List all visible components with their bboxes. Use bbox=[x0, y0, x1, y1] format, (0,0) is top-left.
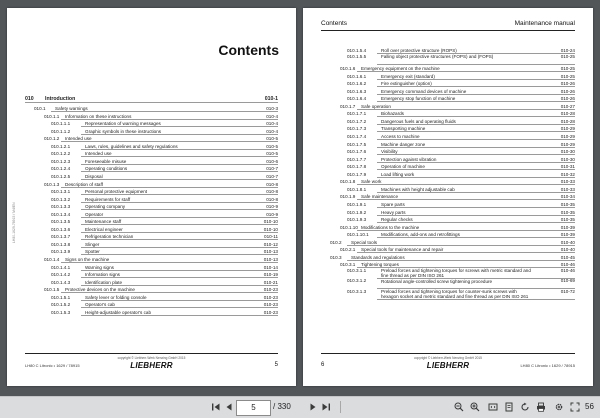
toc-entry-title: Special tools for maintenance and repair bbox=[361, 247, 444, 253]
toc-entry-number: 010.3.1.1 bbox=[347, 267, 367, 273]
toc-entry-title: Spotter bbox=[85, 249, 100, 255]
toc-entry[interactable] bbox=[7, 241, 296, 248]
toc-entry-number: 010.1.10 bbox=[340, 224, 358, 230]
toc-entry-title: Safety lever or folding console bbox=[85, 294, 147, 300]
header-manual-name: Maintenance manual bbox=[514, 20, 575, 27]
toc-entry[interactable] bbox=[7, 165, 296, 172]
toc-entry[interactable] bbox=[303, 269, 593, 279]
toc-entry-title: Safe maintenance bbox=[361, 194, 399, 200]
toc-entry-title: Modifications to the machine bbox=[361, 224, 420, 230]
toc-entry-number: 010.1.2.5 bbox=[51, 173, 71, 179]
toc-entry-number: 010.3.1.2 bbox=[347, 278, 367, 284]
next-page-icon[interactable] bbox=[306, 400, 320, 414]
toc-entry-title: Preload forces and tightening torques for counter-sunk screws with hexagon socket and metric standard and fine thread as per DIN ISO 261 bbox=[381, 289, 529, 299]
toc-entry-title: Height-adjustable operator's cab bbox=[85, 309, 151, 315]
toc-entry-title: Safety warnings bbox=[55, 106, 88, 111]
toc-entry-title: Operating conditions bbox=[85, 166, 128, 172]
toc-entry-page: 010-7 bbox=[266, 173, 278, 179]
toc-entry-page: 010-30 bbox=[560, 149, 575, 155]
toc-entry[interactable] bbox=[303, 103, 593, 110]
toc-entry-title: Maintenance staff bbox=[85, 219, 122, 225]
toc-entry[interactable] bbox=[7, 181, 296, 188]
toc-entry-number: 010.1.6 bbox=[340, 66, 356, 72]
toc-entry-title: Information on these instructions bbox=[65, 113, 132, 119]
toc-entry-number: 010.1.10.1 bbox=[347, 232, 369, 238]
toc-entry-page: 010-10 bbox=[263, 219, 278, 225]
toc-entry-number: 010.1.4.1 bbox=[51, 264, 71, 270]
toc-entry-title: Operating company bbox=[85, 204, 126, 210]
toc-entry-page: 010-46 bbox=[560, 267, 575, 273]
toc-entry[interactable] bbox=[7, 188, 296, 195]
toc-entry[interactable] bbox=[303, 141, 593, 148]
toc-entry[interactable] bbox=[303, 290, 593, 300]
toc-entry-number: 010.1.2.3 bbox=[51, 158, 71, 164]
toc-entry-number: 010.3.1 bbox=[340, 262, 356, 268]
toc-entry-page: 010-33 bbox=[560, 186, 575, 192]
toc-entry-number: 010.3 bbox=[330, 254, 342, 260]
toc-entry-title: Warning signs bbox=[85, 264, 114, 270]
toc-entry-number: 010.3.1.3 bbox=[347, 288, 367, 294]
toc-entry[interactable] bbox=[303, 73, 593, 80]
toc-entry-page: 010-11 bbox=[264, 234, 278, 240]
toc-entry-page: 010-5 bbox=[266, 136, 278, 142]
toc-entry[interactable] bbox=[7, 96, 296, 103]
toc-entry-title: Laws, rules, guidelines and safety regulations bbox=[85, 143, 178, 149]
toc-entry-number: 010.1.7.5 bbox=[347, 141, 367, 147]
toc-entry-page: 010-13 bbox=[263, 257, 278, 262]
toc-entry-page: 010-39 bbox=[560, 224, 575, 230]
toc-entry-title: Special tools bbox=[351, 239, 378, 245]
toc-entry[interactable] bbox=[303, 65, 593, 72]
toc-entry-number: 010.1.6.3 bbox=[347, 88, 367, 94]
toc-entry-page: 010-28 bbox=[560, 111, 575, 117]
document-page-right bbox=[303, 8, 593, 386]
toc-entry-page: 010-46 bbox=[560, 262, 575, 268]
toc-entry-title: Emergency command devices of machine bbox=[381, 88, 467, 94]
toc-entry-number: 010.1.3.3 bbox=[51, 204, 71, 210]
toc-entry[interactable] bbox=[7, 173, 296, 180]
toc-entry[interactable] bbox=[303, 118, 593, 125]
toc-entry-page: 010-14 bbox=[263, 264, 278, 270]
toc-entry-page: 010-31 bbox=[560, 164, 575, 170]
toc-entry[interactable] bbox=[303, 47, 593, 54]
toc-entry-number: 010.1.9 bbox=[340, 194, 356, 200]
toc-entry[interactable] bbox=[7, 113, 296, 120]
toc-entry-title: Biohazards bbox=[381, 111, 404, 117]
document-id: LH80 C Litronic • 1629 / 78915 bbox=[25, 363, 80, 368]
toc-entry-page: 010-26 bbox=[560, 81, 575, 87]
toc-entry-number: 010.1.7.6 bbox=[347, 149, 367, 155]
copyright-text: copyright © Liebherr-Werk Nenzing GmbH 2015 bbox=[117, 356, 186, 360]
toc-entry-page: 010-23 bbox=[263, 287, 278, 293]
toc-entry-number: 010.1.2.2 bbox=[51, 151, 71, 157]
prev-page-icon[interactable] bbox=[222, 400, 236, 414]
toc-entry-title: Roll over protective structure (ROPS) bbox=[381, 48, 457, 53]
fit-width-icon[interactable] bbox=[486, 400, 500, 414]
zoom-level[interactable]: 56 bbox=[585, 402, 594, 411]
toc-entry-page: 010-13 bbox=[263, 249, 278, 255]
toc-entry[interactable] bbox=[7, 309, 296, 316]
toc-entry-number: 010.1.5.4 bbox=[347, 48, 367, 53]
page-footer bbox=[321, 353, 575, 376]
toc-entry-title: Protection against vibration bbox=[381, 156, 437, 162]
toc-entry-page: 010-8 bbox=[266, 181, 278, 187]
toc-entry-page: 010-35 bbox=[560, 209, 575, 215]
toc-entry-page: 010-4 bbox=[266, 121, 278, 127]
toc-entry[interactable] bbox=[7, 279, 296, 286]
toc-entry[interactable] bbox=[7, 158, 296, 165]
toc-entry-title: Load lifting work bbox=[381, 171, 415, 177]
toc-entry-number: 010.1.3.4 bbox=[51, 211, 71, 217]
toc-entry-page: 010-40 bbox=[560, 247, 575, 253]
toc-entry-title: Emergency equipment on the machine bbox=[361, 66, 440, 72]
toc-entry-page: 010-72 bbox=[560, 288, 575, 294]
toc-entry-title: Introduction bbox=[45, 96, 76, 102]
toc-entry-number: 010.1.7 bbox=[340, 103, 356, 109]
toc-entry[interactable] bbox=[303, 224, 593, 231]
toc-entry-page: 010-5 bbox=[266, 143, 278, 149]
toc-entry-title: Operator's cab bbox=[85, 302, 115, 308]
toc-entry[interactable] bbox=[303, 133, 593, 140]
toolbar-divider bbox=[340, 401, 341, 413]
toc-entry-page: 010-25 bbox=[560, 73, 575, 79]
toc-entry-number: 010.1.7.3 bbox=[347, 126, 367, 132]
toc-entry[interactable] bbox=[7, 226, 296, 233]
toc-entry-page: 010-39 bbox=[560, 232, 575, 238]
print-icon[interactable] bbox=[534, 400, 548, 414]
toc-entry-number: 010.1.7.4 bbox=[347, 134, 367, 139]
fullscreen-icon[interactable] bbox=[568, 400, 582, 414]
toc-entry-title: Visibility bbox=[381, 149, 398, 155]
toc-entry-page: 010-30 bbox=[560, 156, 575, 162]
toc-entry-page: 010-26 bbox=[560, 88, 575, 94]
toc-entry-page: 010-24 bbox=[560, 48, 575, 53]
toc-entry[interactable] bbox=[303, 246, 593, 253]
toc-entry-title: Preload forces and tightening torques for screws with metric standard and fine thread as per DIN ISO 261 bbox=[381, 268, 531, 278]
toc-entry-number: 010.1.6.4 bbox=[347, 96, 367, 102]
fit-page-icon[interactable] bbox=[502, 400, 516, 414]
toc-entry-title: Disposal bbox=[85, 173, 103, 179]
toc-entry-title: Graphic symbols in these instructions bbox=[85, 128, 162, 134]
toc-entry[interactable] bbox=[303, 279, 593, 289]
toc-entry-number: 010.1.3.8 bbox=[51, 241, 71, 247]
toc-entry[interactable] bbox=[7, 150, 296, 157]
toc-entry[interactable] bbox=[7, 196, 296, 203]
total-pages-label: / 330 bbox=[273, 402, 291, 411]
toc-entry-title: Standards and regulations bbox=[351, 254, 405, 260]
toc-entry[interactable] bbox=[7, 264, 296, 271]
toc-entry-page: 010-35 bbox=[560, 217, 575, 223]
toc-entry-title: Operation of machine bbox=[381, 164, 425, 170]
toc-entry-page: 010-5 bbox=[266, 151, 278, 157]
first-page-icon[interactable] bbox=[209, 400, 223, 414]
toc-entry-number: 010 bbox=[25, 96, 34, 102]
toc-entry[interactable] bbox=[303, 95, 593, 102]
toc-entry-number: 010.1.3 bbox=[44, 181, 60, 187]
toc-entry-title: Fire extinguisher (option) bbox=[381, 81, 432, 87]
brand-logo: LIEBHERR bbox=[130, 361, 173, 370]
toc-entry[interactable] bbox=[7, 128, 296, 135]
toc-entry[interactable] bbox=[7, 135, 296, 142]
toc-entry-title: Safe operation bbox=[361, 103, 391, 109]
toc-entry[interactable] bbox=[303, 193, 593, 200]
toc-entry-number: 010.1.7.2 bbox=[347, 118, 367, 124]
toc-entry-number: 010.1.9.2 bbox=[347, 209, 367, 215]
toc-entry-page: 010-69 bbox=[560, 278, 575, 284]
toc-entry-page: 010-7 bbox=[266, 166, 278, 172]
toc-entry[interactable] bbox=[303, 55, 593, 65]
page-number: 6 bbox=[321, 362, 325, 368]
toc-entry-title: Refrigeration technician bbox=[85, 234, 134, 240]
page-footer bbox=[25, 353, 278, 376]
toc-entry-page: 010-23 bbox=[263, 302, 278, 308]
toc-entry-title: Heavy parts bbox=[381, 209, 406, 215]
settings-icon[interactable] bbox=[552, 400, 566, 414]
toc-entry-number: 010.1.1 bbox=[44, 113, 60, 119]
toc-entry-page: 010-35 bbox=[560, 201, 575, 207]
toc-entry-page: 010-12 bbox=[263, 241, 278, 247]
toc-entry-title: Protective devices on the machine bbox=[65, 287, 135, 293]
toc-entry-title: Machines with height adjustable cab bbox=[381, 186, 455, 192]
toc-entry[interactable] bbox=[303, 156, 593, 163]
toc-entry-page: 010-23 bbox=[263, 309, 278, 315]
toc-entry[interactable] bbox=[303, 148, 593, 155]
toc-entry-page: 010-29 bbox=[560, 134, 575, 139]
toc-entry-page: 010-9 bbox=[266, 204, 278, 210]
toc-entry-number: 010.1.9.3 bbox=[347, 217, 367, 223]
toc-entry-page: 010-32 bbox=[560, 171, 575, 177]
page-header bbox=[321, 20, 575, 31]
toc-entry-title: Intended use bbox=[65, 136, 92, 142]
toc-entry-title: Representation of warning messages bbox=[85, 121, 161, 127]
toc-entry[interactable] bbox=[303, 216, 593, 223]
toc-entry-number: 010.1.5.5 bbox=[347, 53, 367, 59]
side-identifier: LH80-1629-78915 / M4/EN bbox=[12, 202, 16, 243]
toc-entry-title: Transporting machine bbox=[381, 126, 426, 132]
toc-entry-number: 010.1.7.8 bbox=[347, 164, 367, 170]
toc-entry-title: Description of staff bbox=[65, 181, 103, 187]
toc-entry-title: Emergency exit (standard) bbox=[381, 73, 435, 79]
toc-entry-title: Operator bbox=[85, 211, 104, 217]
toc-entry-number: 010.2 bbox=[330, 239, 342, 245]
toc-entry[interactable] bbox=[303, 125, 593, 132]
toc-entry[interactable] bbox=[303, 80, 593, 87]
toc-entry[interactable] bbox=[7, 218, 296, 225]
toc-entry-title: Dangerous fuels and operating fluids bbox=[381, 118, 456, 124]
toc-entry-number: 010.1.6.1 bbox=[347, 73, 367, 79]
toc-entry-number: 010.1.5.2 bbox=[51, 302, 71, 308]
toc-entry-page: 010-3 bbox=[266, 106, 278, 111]
toc-entry-page: 010-19 bbox=[263, 272, 278, 278]
toc-entry-number: 010.1.4.2 bbox=[51, 272, 71, 278]
toc-entry-title: Foreseeable misuse bbox=[85, 158, 127, 164]
toc-entry-title: Requirements for staff bbox=[85, 196, 131, 202]
toc-entry-page: 010-34 bbox=[560, 194, 575, 200]
brand-logo: LIEBHERR bbox=[426, 361, 470, 370]
toc-entry-rule bbox=[25, 102, 278, 103]
toc-entry-page: 010-8 bbox=[266, 196, 278, 202]
toc-entry-number: 010.1.3.5 bbox=[51, 219, 71, 225]
rotate-icon[interactable] bbox=[518, 400, 532, 414]
toc-entry-title: Slinger bbox=[85, 241, 100, 247]
toc-entry[interactable] bbox=[7, 256, 296, 263]
toc-entry[interactable] bbox=[7, 211, 296, 218]
toc-entry-page: 010-27 bbox=[560, 103, 575, 109]
toc-entry-page: 010-4 bbox=[266, 128, 278, 134]
toc-entry-number: 010.1.3.2 bbox=[51, 196, 71, 202]
toc-entry-title: Emergency stop function of machine bbox=[381, 96, 456, 102]
toc-entry-title: Safe work bbox=[361, 179, 382, 185]
viewer-toolbar bbox=[0, 396, 600, 418]
document-page-left bbox=[7, 8, 296, 386]
header-section: Contents bbox=[321, 20, 348, 27]
toc-entry-title: Access to machine bbox=[381, 134, 420, 139]
page-title: Contents bbox=[218, 42, 279, 58]
toc-entry-number: 010.1.5.1 bbox=[51, 294, 71, 300]
toc-entry-number: 010.1.7.7 bbox=[347, 156, 367, 162]
toc-entry-page: 010-25 bbox=[560, 66, 575, 72]
toc-entry-number: 010.1.2.1 bbox=[51, 143, 71, 149]
toc-entry[interactable] bbox=[7, 271, 296, 278]
toc-entry-number: 010.1.3.1 bbox=[51, 189, 71, 195]
toc-entry-page: 010-29 bbox=[560, 141, 575, 147]
toc-entry[interactable] bbox=[303, 163, 593, 170]
toc-entry[interactable] bbox=[303, 178, 593, 185]
page-number: 5 bbox=[274, 362, 278, 368]
toc-entry-title: Falling object protective structures (FOPS) and (FOPS) bbox=[381, 54, 494, 60]
toc-entry-title: Identification plate bbox=[85, 279, 123, 285]
toc-entry-number: 010.1.5.3 bbox=[51, 309, 71, 315]
toc-entry-title: Spare parts bbox=[381, 201, 405, 207]
toc-entry-number: 010.1.8.1 bbox=[347, 186, 367, 192]
toc-entry-number: 010.1.3.7 bbox=[51, 234, 71, 240]
last-page-icon[interactable] bbox=[319, 400, 333, 414]
toc-entry-number: 010.1.2 bbox=[44, 136, 60, 142]
toc-entry-page: 010-28 bbox=[560, 118, 575, 124]
toc-entry-number: 010.1.1.1 bbox=[51, 121, 71, 127]
toc-entry[interactable] bbox=[303, 201, 593, 208]
toc-entry-page: 010-4 bbox=[266, 113, 278, 119]
toc-entry[interactable] bbox=[303, 110, 593, 117]
toc-entry-page: 010-6 bbox=[266, 158, 278, 164]
toc-entry-title: Information signs bbox=[85, 272, 120, 278]
toc-entry-number: 010.1.2.4 bbox=[51, 166, 71, 172]
toc-entry-page: 010-21 bbox=[263, 279, 278, 285]
toc-entry[interactable] bbox=[303, 171, 593, 178]
toc-entry-rule bbox=[377, 299, 575, 300]
toc-entry-title: Intended use bbox=[85, 151, 112, 157]
toc-entry-title: Regular checks bbox=[381, 217, 413, 223]
toc-entry[interactable] bbox=[7, 120, 296, 127]
toc-entry-number: 010.1.1.2 bbox=[51, 128, 71, 134]
toc-entry[interactable] bbox=[303, 186, 593, 193]
toc-entry-page: 010-23 bbox=[263, 294, 278, 300]
toc-entry-title: Tightening torques bbox=[361, 262, 399, 268]
toc-entry[interactable] bbox=[7, 105, 296, 112]
toc-entry-page: 010-29 bbox=[560, 126, 575, 132]
toc-entry[interactable] bbox=[7, 286, 296, 293]
toc-entry-page: 010-9 bbox=[266, 211, 278, 217]
toc-entry-number: 010.1 bbox=[34, 106, 46, 111]
toc-entry[interactable] bbox=[303, 254, 593, 261]
toc-entry-rule bbox=[81, 315, 278, 316]
toc-entry-title: Personal protective equipment bbox=[85, 189, 148, 195]
toc-entry[interactable] bbox=[7, 233, 296, 240]
toc-entry-title: Electrical engineer bbox=[85, 226, 123, 232]
toc-entry[interactable] bbox=[7, 294, 296, 301]
toc-entry-number: 010.1.9.1 bbox=[347, 201, 367, 207]
toc-entry-number: 010.1.3.6 bbox=[51, 226, 71, 232]
toc-entry-number: 010.1.5 bbox=[44, 287, 60, 293]
copyright-text: copyright © Liebherr-Werk Nenzing GmbH 2015 bbox=[414, 356, 482, 360]
toc-entry[interactable] bbox=[7, 203, 296, 210]
toc-entry[interactable] bbox=[303, 209, 593, 216]
zoom-in-icon[interactable] bbox=[468, 400, 482, 414]
toc-entry-page: 010-10 bbox=[263, 226, 278, 232]
toc-entry-number: 010.1.8 bbox=[340, 179, 356, 185]
toc-entry[interactable] bbox=[7, 301, 296, 308]
page-number-input[interactable]: 5 bbox=[236, 400, 271, 416]
toc-entry-page: 010-40 bbox=[560, 239, 575, 245]
toc-entry-page: 010-33 bbox=[560, 179, 575, 185]
toc-entry[interactable] bbox=[303, 88, 593, 95]
toc-entry-number: 010.1.6.2 bbox=[347, 81, 367, 87]
toc-entry[interactable] bbox=[303, 231, 593, 238]
toc-entry-number: 010.1.7.9 bbox=[347, 171, 367, 177]
document-id: LH80 C Litronic • 1629 / 78915 bbox=[520, 363, 575, 368]
toc-entry[interactable] bbox=[7, 143, 296, 150]
toc-entry-title: Modifications, add-ons and retrofittings bbox=[381, 232, 460, 238]
toc-entry-number: 010.1.3.9 bbox=[51, 249, 71, 255]
toc-entry[interactable] bbox=[7, 248, 296, 255]
toc-entry-number: 010.1.7.1 bbox=[347, 111, 367, 117]
toc-entry-page: 010-25 bbox=[560, 53, 575, 59]
toc-entry-title: Machine danger zone bbox=[381, 141, 426, 147]
toc-entry-page: 010-8 bbox=[266, 189, 278, 195]
toc-entry-number: 010.1.4 bbox=[44, 257, 60, 262]
toc-entry-number: 010.1.4.3 bbox=[51, 279, 71, 285]
toc-entry[interactable] bbox=[303, 239, 593, 246]
toc-entry-page: 010-45 bbox=[560, 254, 575, 260]
toc-entry-title: Rotational angle-controlled screw tightening procedure bbox=[381, 278, 493, 284]
zoom-out-icon[interactable] bbox=[452, 400, 466, 414]
toc-entry-page: 010-1 bbox=[264, 96, 278, 102]
toc-entry-title: Signs on the machine bbox=[65, 257, 110, 262]
toc-entry-number: 010.2.1 bbox=[340, 247, 356, 253]
toc-entry-page: 010-26 bbox=[560, 96, 575, 102]
